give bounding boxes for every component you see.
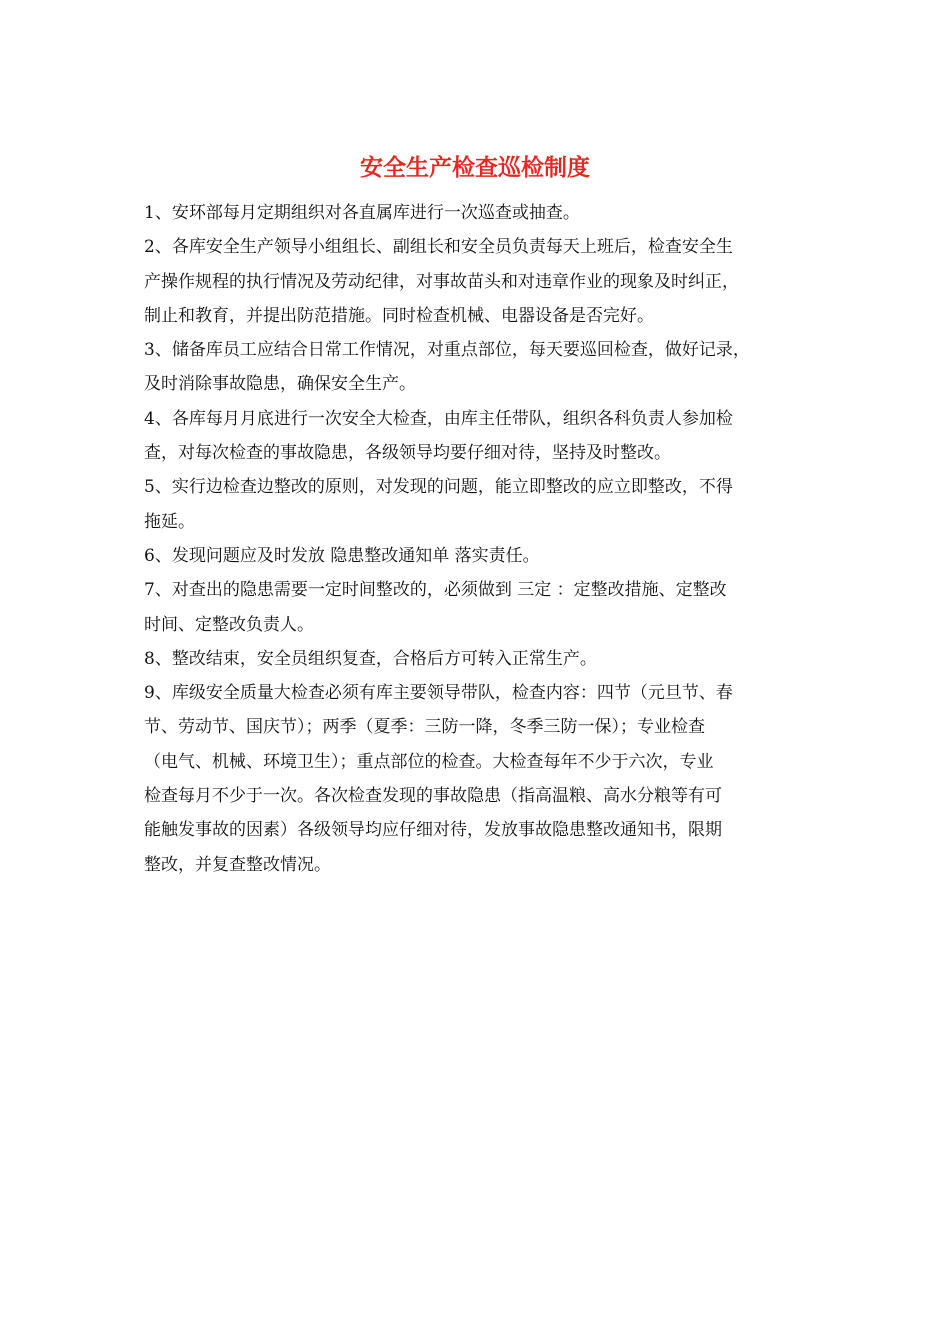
text-line: 9、库级安全质量大检查必须有库主要领导带队，检查内容：四节（元旦节、春	[144, 683, 733, 704]
document-body	[144, 196, 814, 882]
text-line: 查，对每次检查的事故隐患，各级领导均要仔细对待，坚持及时整改。	[144, 443, 671, 464]
document-title: 安全生产检查巡检制度	[360, 155, 590, 181]
text-line: （电气、机械、环境卫生）；重点部位的检查。大检查每年不少于六次，专业	[144, 751, 714, 772]
text-line: 7、对查出的隐患需要一定时间整改的，必须做到 三定 ：定整改措施、定整改	[144, 580, 727, 601]
text-line: 3、储备库员工应结合日常工作情况，对重点部位，每天要巡回检查，做好记录，	[144, 340, 750, 361]
text-line: 制止和教育，并提出防范措施。同时检查机械、电器设备是否完好。	[144, 305, 654, 326]
text-line: 能触发事故的因素）各级领导均应仔细对待，发放事故隐患整改通知书，限期	[144, 820, 722, 841]
text-line: 1、安环部每月定期组织对各直属库进行一次巡查或抽查。	[144, 203, 580, 223]
text-line: 时间、定整改负责人。	[144, 614, 314, 635]
text-line: 整改，并复查整改情况。	[144, 854, 331, 875]
text-line: 及时消除事故隐患，确保安全生产。	[144, 374, 416, 395]
text-line: 8、整改结束，安全员组织复查，合格后方可转入正常生产。	[144, 648, 597, 669]
text-line: 检查每月不少于一次。各次检查发现的事故隐患（指高温粮、高水分粮等有可	[144, 786, 722, 807]
text-line: 拖延。	[144, 511, 195, 532]
text-line: 产操作规程的执行情况及劳动纪律，对事故苗头和对违章作业的现象及时纠正，	[144, 271, 739, 292]
text-line: 节、劳动节、国庆节）；两季（夏季：三防一降，冬季三防一保）；专业检查	[144, 717, 705, 738]
text-line: 6、发现问题应及时发放 隐患整改通知单 落实责任。	[144, 545, 540, 566]
text-line: 5、实行边检查边整改的原则，对发现的问题，能立即整改的应立即整改，不得	[144, 477, 733, 498]
text-line: 2、各库安全生产领导小组组长、副组长和安全员负责每天上班后，检查安全生	[144, 237, 733, 258]
text-line: 4、各库每月月底进行一次安全大检查，由库主任带队，组织各科负责人参加检	[144, 408, 733, 429]
